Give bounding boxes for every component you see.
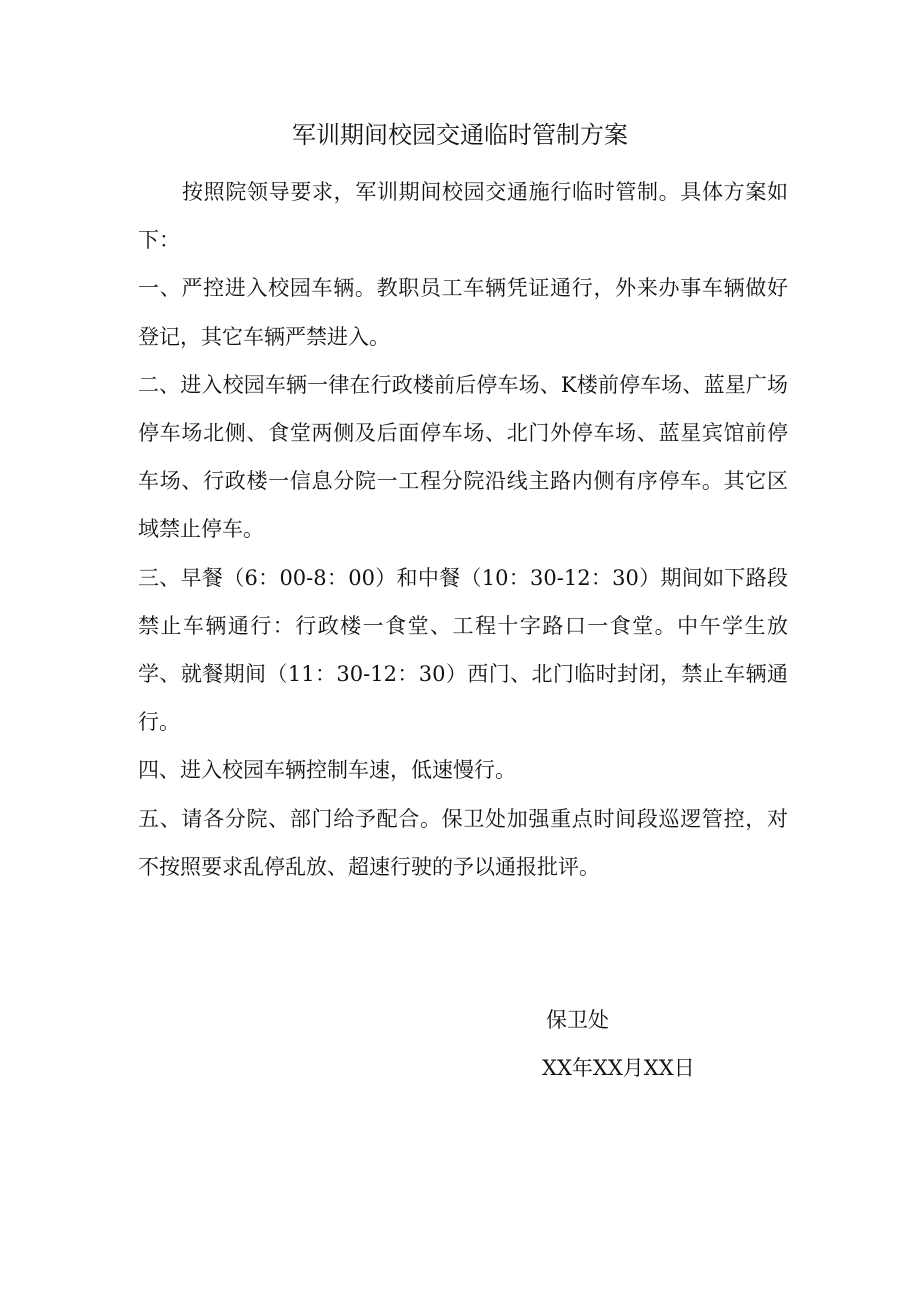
item-paragraph-1: 一、严控进入校园车辆。教职员工车辆凭证通行，外来办事车辆做好登记，其它车辆严禁进入。 [138,276,788,349]
item-paragraph-3: 三、早餐（6：00-8：00）和中餐（10：30-12：30）期间如下路段禁止车辆通行：行政楼一食堂、工程十字路口一食堂。中午学生放学、就餐期间（11：30-12：30）西门、北门临时封闭，禁止车辆通行。 [138,565,788,735]
item-paragraph-5: 五、请各分院、部门给予配合。保卫处加强重点时间段巡逻管控，对不按照要求乱停乱放、超速行驶的予以通报批评。 [138,806,788,879]
signature-date: XX年XX月XX日 [542,1056,695,1080]
signature-department: 保卫处 [546,1008,609,1032]
intro-paragraph: 按照院领导要求，军训期间校园交通施行临时管制。具体方案如下： [138,180,788,253]
item-paragraph-4: 四、进入校园车辆控制车速，低速慢行。 [138,758,516,783]
document-body [138,168,788,891]
item-paragraph-2: 二、进入校园车辆一律在行政楼前后停车场、K楼前停车场、蓝星广场停车场北侧、食堂两侧及后面停车场、北门外停车场、蓝星宾馆前停车场、行政楼一信息分院一工程分院沿线主路内侧有序停车。其它区域禁止停车。 [138,372,788,542]
document-title: 军训期间校园交通临时管制方案 [292,121,628,149]
